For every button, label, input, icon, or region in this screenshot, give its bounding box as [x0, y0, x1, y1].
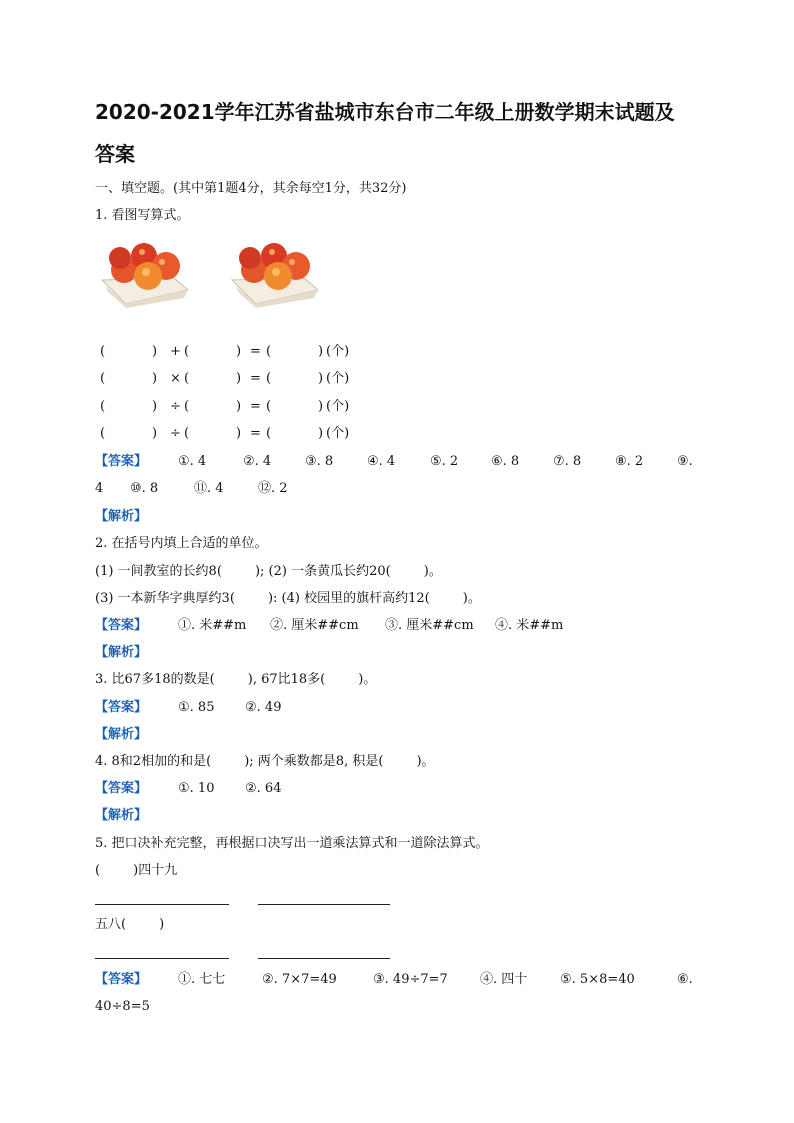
answer-tag: 【答案】: [95, 618, 148, 633]
paren: (: [184, 371, 190, 386]
answer-item: ①. 米##m: [178, 618, 247, 633]
answer-item: ②. 7×7=49: [262, 972, 337, 987]
paren: ): [318, 399, 324, 414]
answer-item: ⑥. 8: [491, 454, 520, 469]
answer-item: ⑥.: [677, 972, 693, 987]
equals: =: [250, 371, 261, 386]
doc-title-line2: 答案: [95, 142, 135, 166]
paren: ): [236, 371, 242, 386]
analysis-tag: 【解析】: [95, 645, 148, 660]
paren: (: [100, 399, 106, 414]
answer-item: 40÷8=5: [95, 999, 150, 1014]
paren: ): [152, 399, 158, 414]
answer-item: ⑨.: [677, 454, 693, 469]
unit: (个): [326, 371, 350, 386]
answer-item: ⑫. 2: [258, 481, 288, 496]
answer-blank-line: [95, 958, 229, 959]
answer-tag: 【答案】: [95, 700, 148, 715]
paren: (: [100, 371, 106, 386]
paren: ): [152, 426, 158, 441]
equals: =: [250, 344, 261, 359]
paren: (: [266, 399, 272, 414]
q5-text: 5. 把口决补充完整，再根据口决写出一道乘法算式和一道除法算式。: [95, 836, 489, 851]
q5-line1: ( )四十九: [95, 863, 178, 878]
analysis-tag: 【解析】: [95, 808, 148, 823]
equals: =: [250, 426, 261, 441]
apples-plate-image-1: [96, 232, 192, 308]
answer-item: ①. 4: [178, 454, 207, 469]
answer-item: ②. 4: [243, 454, 272, 469]
answer-item: ④. 4: [367, 454, 396, 469]
analysis-tag: 【解析】: [95, 727, 148, 742]
paren: ): [236, 399, 242, 414]
operator: ×: [170, 371, 181, 386]
q1-text: 1. 看图写算式。: [95, 208, 190, 223]
answer-item: ⑦. 8: [553, 454, 582, 469]
paren: (: [100, 344, 106, 359]
answer-item: ①. 10: [178, 781, 215, 796]
paren: ): [318, 371, 324, 386]
answer-item: ②. 49: [245, 700, 282, 715]
answer-tag: 【答案】: [95, 972, 148, 987]
answer-item: ⑤. 5×8=40: [560, 972, 635, 987]
doc-title-line1: 2020-2021学年江苏省盐城市东台市二年级上册数学期末试题及: [95, 100, 675, 124]
answer-item: ⑧. 2: [615, 454, 644, 469]
paren: (: [266, 344, 272, 359]
answer-item: ②. 64: [245, 781, 282, 796]
answer-tag: 【答案】: [95, 454, 148, 469]
q2-line2: (3) 一本新华字典厚约3( ): (4) 校园里的旗杆高约12( )。: [95, 591, 481, 606]
q2-line1: (1) 一间教室的长约8( ); (2) 一条黄瓜长约20( )。: [95, 564, 442, 579]
paren: (: [184, 344, 190, 359]
paren: ): [236, 344, 242, 359]
answer-item: ③. 8: [305, 454, 334, 469]
q2-text: 2. 在括号内填上合适的单位。: [95, 536, 268, 551]
paren: (: [100, 426, 106, 441]
paren: ): [318, 426, 324, 441]
answer-item: ④. 四十: [480, 972, 528, 987]
paren: ): [318, 344, 324, 359]
section-heading: 一、填空题。(其中第1题4分，其余每空1分，共32分): [95, 181, 407, 196]
answer-item: ⑩. 8: [130, 481, 159, 496]
unit: (个): [326, 399, 350, 414]
answer-blank-line: [258, 904, 390, 905]
q3-text: 3. 比67多18的数是( ), 67比18多( )。: [95, 672, 377, 687]
paren: ): [152, 344, 158, 359]
answer-item: ⑪. 4: [194, 481, 224, 496]
answer-item: ①. 七七: [178, 972, 226, 987]
unit: (个): [326, 344, 350, 359]
paren: (: [266, 371, 272, 386]
operator: ÷: [170, 426, 181, 441]
answer-item: ④. 米##m: [495, 618, 564, 633]
answer-item: ③. 49÷7=7: [373, 972, 448, 987]
equals: =: [250, 399, 261, 414]
answer-item: 4: [95, 481, 104, 496]
apples-plate-image-2: [226, 232, 322, 308]
answer-item: ⑤. 2: [430, 454, 459, 469]
answer-item: ③. 厘米##cm: [385, 618, 474, 633]
answer-item: ②. 厘米##cm: [270, 618, 359, 633]
answer-blank-line: [95, 904, 229, 905]
analysis-tag: 【解析】: [95, 509, 148, 524]
answer-tag: 【答案】: [95, 781, 148, 796]
unit: (个): [326, 426, 350, 441]
q4-text: 4. 8和2相加的和是( ); 两个乘数都是8, 积是( )。: [95, 754, 435, 769]
paren: (: [184, 399, 190, 414]
operator: ÷: [170, 399, 181, 414]
paren: (: [266, 426, 272, 441]
answer-blank-line: [258, 958, 390, 959]
operator: +: [170, 344, 181, 359]
answer-item: ①. 85: [178, 700, 215, 715]
paren: ): [236, 426, 242, 441]
paren: ): [152, 371, 158, 386]
q5-line2: 五八( ): [95, 917, 165, 932]
paren: (: [184, 426, 190, 441]
